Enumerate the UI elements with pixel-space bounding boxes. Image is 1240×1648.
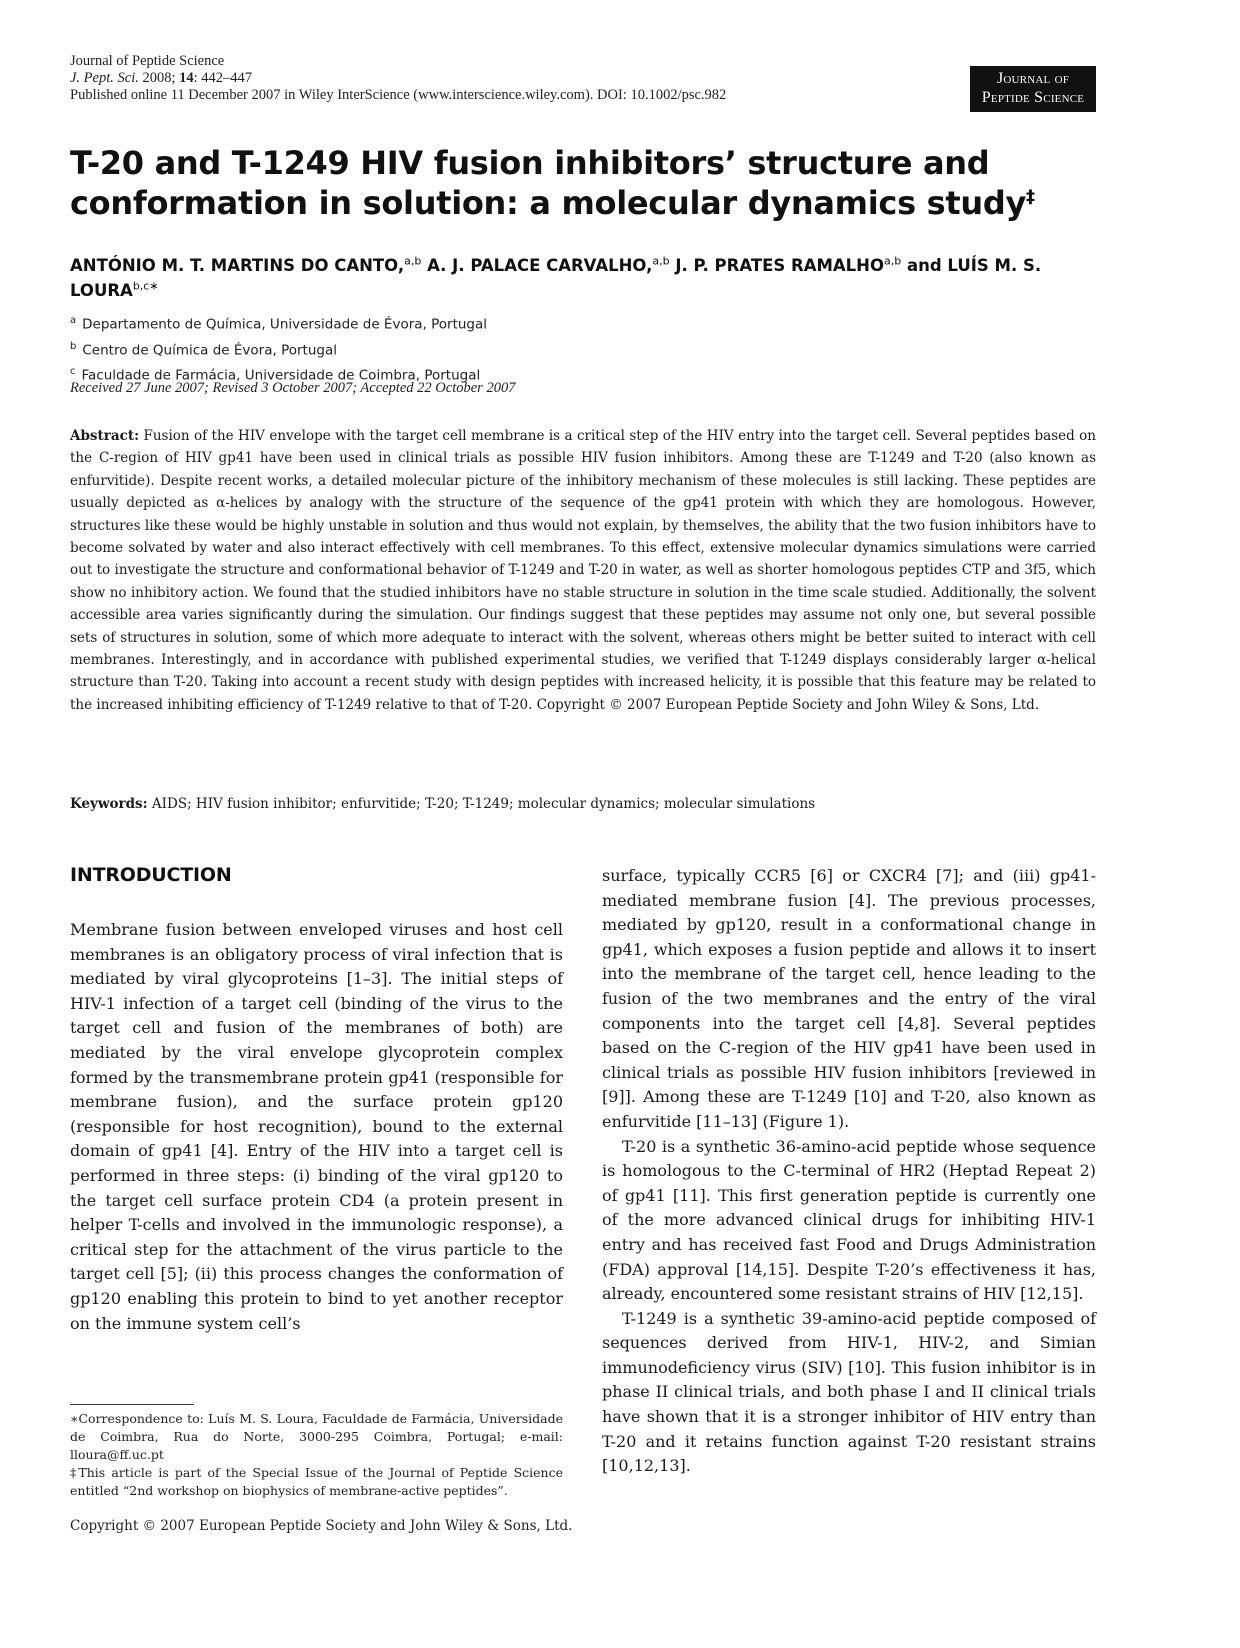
- page-copyright: Copyright © 2007 European Peptide Society and John Wiley & Sons, Ltd.: [70, 1518, 573, 1534]
- journal-name: Journal of Peptide Science: [70, 53, 225, 69]
- footnote-special-issue: ‡This article is part of the Special Issue of the Journal of Peptide Science entitled “2nd workshop on biophysics of membrane-active peptides”.: [70, 1465, 563, 1498]
- author-4: and LUÍS M. S. LOURA: [70, 256, 1042, 300]
- author-list: [70, 253, 1070, 303]
- keywords-label: Keywords:: [70, 796, 148, 812]
- title-footnote-mark: ‡: [1026, 186, 1035, 208]
- affiliation-text: Departamento de Química, Universidade de Évora, Portugal: [82, 316, 488, 333]
- affiliation-mark: c: [70, 366, 76, 377]
- affiliation-text: Centro de Química de Évora, Portugal: [82, 342, 337, 358]
- author-2: A. J. PALACE CARVALHO,: [421, 256, 653, 275]
- article-title: [70, 143, 1110, 223]
- keywords: [70, 794, 1096, 814]
- citation: [70, 70, 850, 87]
- journal-logo: [970, 66, 1096, 112]
- affiliation-mark: b: [70, 340, 77, 352]
- received-dates: Received 27 June 2007; Revised 3 October 2007; Accepted 22 October 2007: [70, 380, 516, 396]
- author-4-affil: b,c∗: [132, 279, 159, 293]
- section-heading-introduction: INTRODUCTION: [70, 864, 232, 886]
- keywords-text: AIDS; HIV fusion inhibitor; enfurvitide; T-20; T-1249; molecular dynamics; molecular simulations: [147, 796, 816, 812]
- paragraph: T-20 is a synthetic 36-amino-acid peptide whose sequence is homologous to the C-terminal of HR2 (Heptad Repeat 2) of gp41 [11]. This first generation peptide is currently one of the more advanced clinical drugs for inhibiting HIV-1 entry and has received fast Food and Drugs Administration (FDA) approval [14,15]. Despite T-20’s effectiveness it has, already, encountered some resistant strains of HIV [12,15].: [602, 1136, 1096, 1304]
- publication-info: Published online 11 December 2007 in Wiley InterScience (www.interscience.wiley.com). DOI: 10.1002/psc.982: [70, 87, 727, 103]
- affiliations: [70, 310, 770, 387]
- footnote-divider: [70, 1404, 194, 1405]
- affiliation-b: [70, 336, 770, 362]
- author-1: ANTÓNIO M. T. MARTINS DO CANTO,: [70, 256, 405, 275]
- footnotes: [70, 1410, 563, 1500]
- logo-line-2: Peptide Science: [981, 89, 1085, 106]
- affiliation-text: Faculdade de Farmácia, Universidade de Coimbra, Portugal: [81, 367, 481, 384]
- affiliation-mark: a: [70, 315, 77, 326]
- left-column: [70, 918, 563, 1336]
- citation-year: 2008;: [142, 70, 176, 86]
- paragraph: T-1249 is a synthetic 39-amino-acid peptide composed of sequences derived from HIV-1, HIV-2, and Simian immunodeficiency virus (SIV) [10]. This fusion inhibitor is in phase II clinical trials, and both phase I and II clinical trials have shown that it is a stronger inhibitor of HIV entry than T-20 and it retains function against T-20 resistant strains [10,12,13].: [602, 1308, 1096, 1476]
- right-column: [602, 864, 1096, 1479]
- abstract-label: Abstract:: [70, 428, 140, 444]
- logo-line-1: Journal of: [996, 70, 1070, 87]
- author-2-affil: a,b: [652, 254, 670, 268]
- paragraph: Membrane fusion between enveloped viruses and host cell membranes is an obligatory process of viral infection that is mediated by viral glycoproteins [1–3]. The initial steps of HIV-1 infection of a target cell (binding of the virus to the target cell and fusion of the membranes of both) are mediated by the viral envelope glycoprotein complex formed by the transmembrane protein gp41 (responsible for membrane fusion), and the surface protein gp120 (responsible for host recognition), bound to the external domain of gp41 [4]. Entry of the HIV into a target cell is performed in three steps: (i) binding of the viral gp120 to the target cell surface protein CD4 (a protein present in helper T-cells and involved in the immunologic response), a critical step for the attachment of the virus particle to the target cell [5]; (ii) this process changes the conformation of gp120 enabling this protein to bind to yet another receptor on the immune system cell’s: [70, 920, 563, 1333]
- author-3-affil: a,b: [884, 254, 902, 268]
- running-header: [70, 53, 850, 104]
- title-text: T-20 and T-1249 HIV fusion inhibitors’ structure and conformation in solution: a molecular dynamics study: [70, 144, 1027, 222]
- author-3: J. P. PRATES RAMALHO: [669, 256, 885, 275]
- abstract-text: Fusion of the HIV envelope with the target cell membrane is a critical step of the HIV entry into the target cell. Several peptides based on the C-region of HIV gp41 have been used in clinical trials as possible HIV fusion inhibitors. Among these are T-1249 and T-20 (also known as enfurvitide). Despite recent works, a detailed molecular picture of the inhibitory mechanism of these molecules is still lacking. These peptides are usually depicted as α-helices by analogy with the structure of the sequence of the gp41 protein with which they are homologous. However, structures like these would be highly unstable in solution and thus would not explain, by themselves, the ability that the two fusion inhibitors have to become solvated by water and also interact effectively with cell membranes. To this effect, extensive molecular dynamics simulations were carried out to investigate the structure and conformational behavior of T-1249 and T-20 in water, as well as shorter homologous peptides CTP and 3f5, which show no inhibitory action. We found that the studied inhibitors have no stable structure in solution in the time scale studied. Additionally, the solvent accessible area varies significantly during the simulation. Our findings suggest that these peptides may assume not only one, but several possible sets of structures in solution, some of which more adequate to interact with the solvent, whereas others might be better suited to interact with cell membranes. Interestingly, and in accordance with published experimental studies, we verified that T-1249 displays considerably larger α-helical structure than T-20. Taking into account a recent study with design peptides with increased helicity, it is possible that this feature may be related to the increased inhibiting efficiency of T-1249 relative to that of T-20. Copyright © 2007 European Peptide Society and John Wiley & Sons, Ltd.: [70, 428, 1096, 713]
- author-1-affil: a,b: [404, 254, 422, 268]
- footnote-correspondence: ∗Correspondence to: Luís M. S. Loura, Faculdade de Farmácia, Universidade de Coimbra, Rua do Norte, 3000-295 Coimbra, Portugal; e-mail: lloura@ff.uc.pt: [70, 1411, 563, 1462]
- paragraph: surface, typically CCR5 [6] or CXCR4 [7]; and (iii) gp41-mediated membrane fusion [4]. The previous processes, mediated by gp120, result in a conformational change in gp41, which exposes a fusion peptide and allows it to insert into the membrane of the target cell, hence leading to the fusion of the two membranes and the entry of the viral components into the target cell [4,8]. Several peptides based on the C-region of the HIV gp41 have been used in clinical trials as possible HIV fusion inhibitors [reviewed in [9]]. Among these are T-1249 [10] and T-20, also known as enfurvitide [11–13] (Figure 1).: [602, 866, 1096, 1131]
- citation-pages: : 442–447: [193, 70, 253, 86]
- abstract: [70, 425, 1096, 716]
- citation-abbrev: J. Pept. Sci.: [70, 70, 139, 86]
- affiliation-a: [70, 310, 770, 336]
- citation-volume: 14: [179, 70, 194, 86]
